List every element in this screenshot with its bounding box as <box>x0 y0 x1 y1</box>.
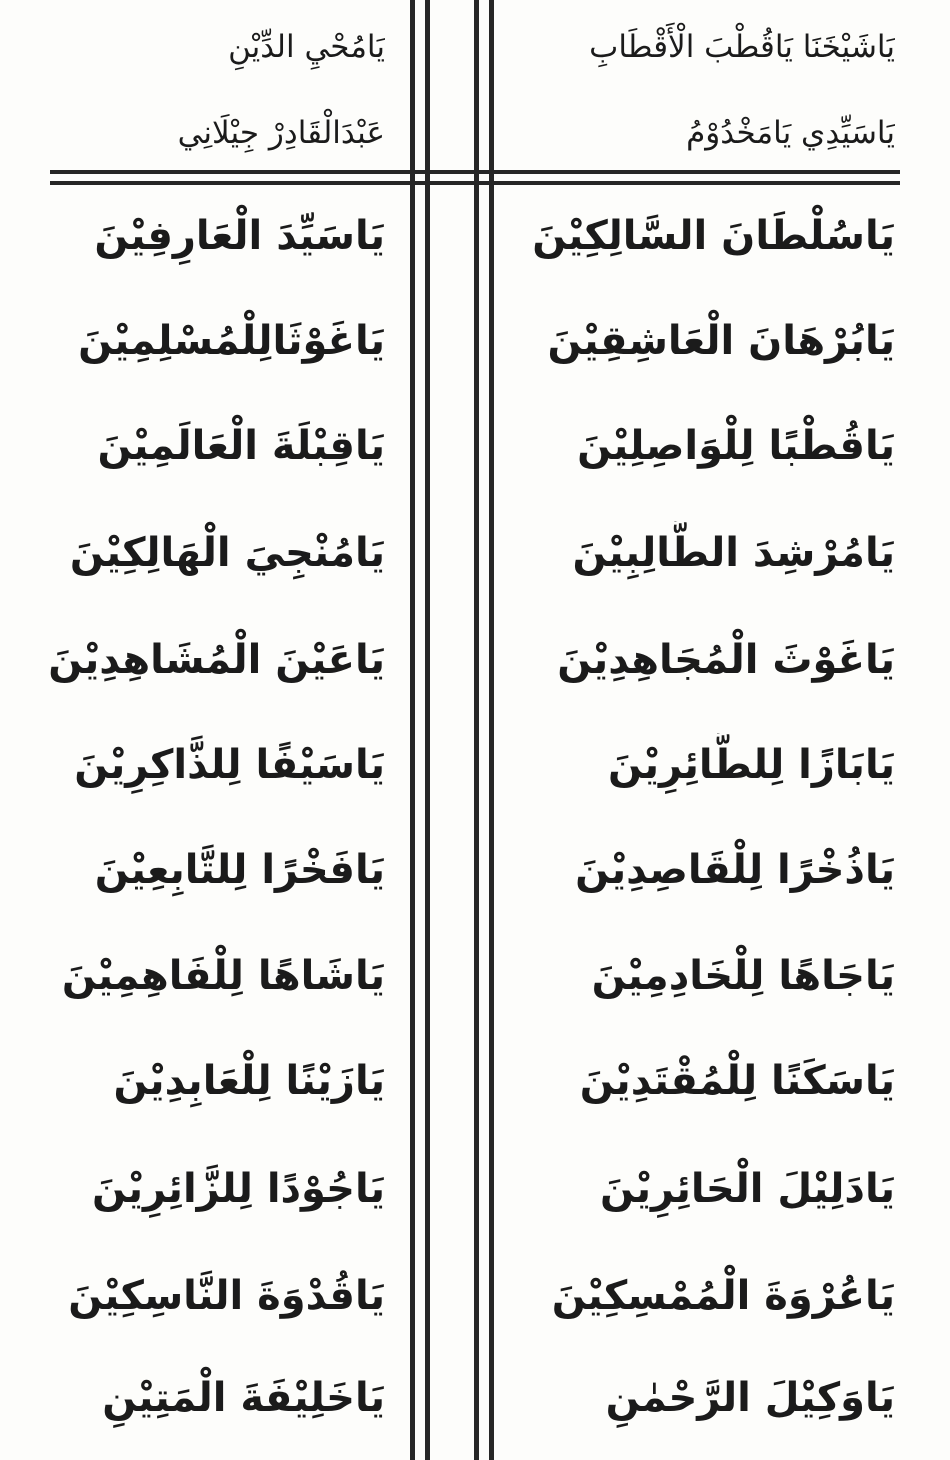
invocation-left: يَاعَيْنَ الْمُشَاهِدِيْنَ <box>48 637 385 683</box>
invocation-left: يَامُنْجِيَ الْهَالِكِيْنَ <box>69 530 385 576</box>
invocation-right: يَاسُلْطَانَ السَّالِكِيْنَ <box>532 213 895 259</box>
header-right-line-2: يَاسَيِّدِي يَامَخْدُوْمُ <box>686 115 895 151</box>
invocation-left: يَاغَوْثَالِلْمُسْلِمِيْنَ <box>78 318 385 364</box>
invocation-right: يَاوَكِيْلَ الرَّحْمٰنِ <box>605 1375 895 1421</box>
column-divider-line <box>489 0 494 1460</box>
column-divider-line <box>425 0 430 1460</box>
header-left-line-1: يَامُحْيِ الدِّيْنِ <box>228 29 385 65</box>
invocation-right: يَاسَكَنًا لِلْمُقْتَدِيْنَ <box>579 1058 895 1104</box>
header-left-line-2: عَبْدَالْقَادِرْ جِيْلَانِي <box>177 115 385 151</box>
invocation-left: يَازَيْنًا لِلْعَابِدِيْنَ <box>113 1058 385 1104</box>
invocation-right: يَامُرْشِدَ الطَّالِبِيْنَ <box>572 530 895 576</box>
header-divider-line <box>50 181 900 185</box>
invocation-left: يَافَخْرًا لِلتَّابِعِيْنَ <box>94 847 385 893</box>
invocation-left: يَاقِبْلَةَ الْعَالَمِيْنَ <box>97 423 385 469</box>
invocation-left: يَاجُوْدًا لِلزَّائِرِيْنَ <box>92 1166 385 1212</box>
invocation-left: يَاسَيْفًا لِلذَّاكِرِيْنَ <box>74 742 385 788</box>
invocation-right: يَاعُرْوَةَ الْمُمْسِكِيْنَ <box>551 1273 895 1319</box>
invocation-right: يَاقُطْبًا لِلْوَاصِلِيْنَ <box>577 423 895 469</box>
invocation-left: يَاخَلِيْفَةَ الْمَتِيْنِ <box>102 1375 385 1421</box>
invocation-right: يَاجَاهًا لِلْخَادِمِيْنَ <box>591 953 895 999</box>
invocation-right: يَابُرْهَانَ الْعَاشِقِيْنَ <box>547 318 895 364</box>
invocation-right: يَاغَوْثَ الْمُجَاهِدِيْنَ <box>557 637 895 683</box>
invocation-right: يَادَلِيْلَ الْحَائِرِيْنَ <box>599 1166 895 1212</box>
column-divider-line <box>474 0 479 1460</box>
invocation-right: يَابَازًا لِلطَّائِرِيْنَ <box>608 742 895 788</box>
header-divider-line <box>50 170 900 174</box>
invocation-left: يَاشَاهًا لِلْفَاهِمِيْنَ <box>61 953 385 999</box>
invocation-left: يَاسَيِّدَ الْعَارِفِيْنَ <box>94 213 385 259</box>
column-divider-line <box>410 0 415 1460</box>
header-right-line-1: يَاشَيْخَنَا يَاقُطْبَ الْأَقْطَابِ <box>589 29 895 65</box>
invocation-right: يَاذُخْرًا لِلْقَاصِدِيْنَ <box>575 847 895 893</box>
invocation-left: يَاقُدْوَةَ النَّاسِكِيْنَ <box>68 1273 385 1319</box>
